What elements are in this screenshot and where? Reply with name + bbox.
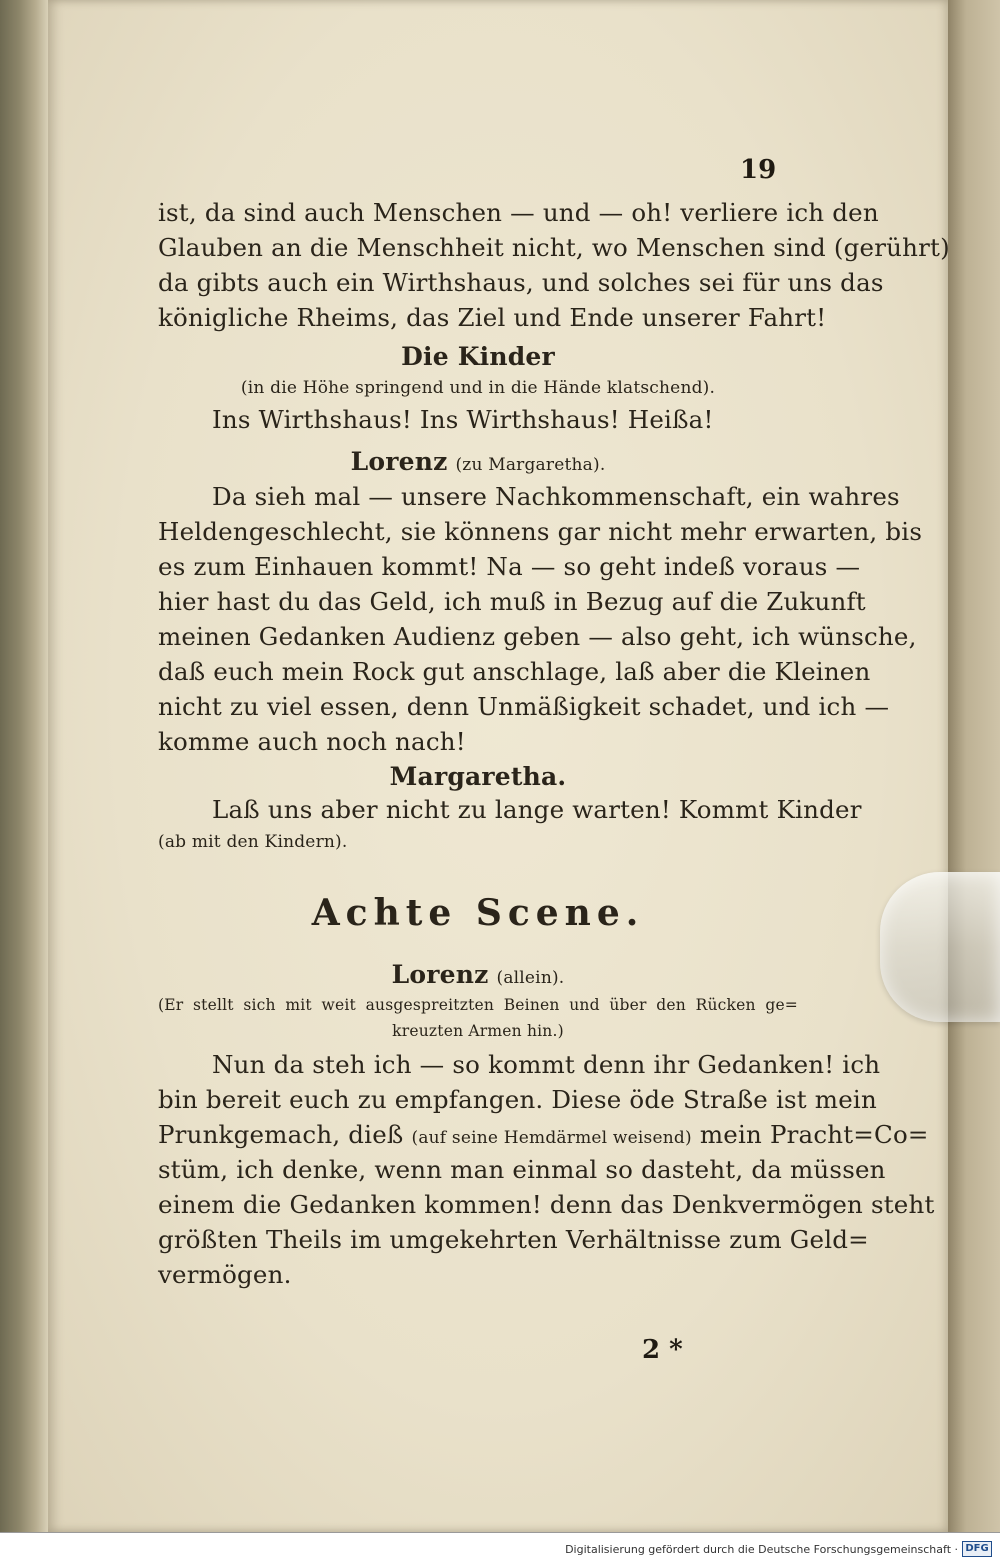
text-line: nicht zu viel essen, denn Unmäßigkeit schadet, und ich — [158,692,890,721]
scene-title: Achte Scene. [311,892,645,934]
speaker-name: Die Kinder [401,342,555,371]
stage-direction: kreuzten Armen hin.) [392,1022,564,1040]
text-line-content: Glauben an die Menschheit nicht, wo Menschen sind (gerührt) [158,233,950,262]
text-line: daß euch mein Rock gut anschlage, laß aber die Kleinen [158,657,871,686]
text-fragment: Prunkgemach, dieß [158,1120,404,1149]
text-line: bin bereit euch zu empfangen. Diese öde Straße ist mein [158,1085,877,1114]
text-line: Nun da steh ich — so kommt denn ihr Gedanken! ich [212,1050,881,1079]
speaker-name: Margaretha. [389,762,567,791]
text-line: stüm, ich denke, wenn man einmal so dasteht, da müssen [158,1155,886,1184]
text-line: da gibts auch ein Wirthshaus, und solches sei für uns das [158,268,884,297]
left-page-edge [0,0,48,1532]
dfg-logo: DFG [962,1541,992,1557]
text-line: komme auch noch nach! [158,727,466,756]
stage-direction: (allein). [496,968,565,988]
text-line: hier hast du das Geld, ich muß in Bezug auf die Zukunft [158,587,866,616]
speaker-name: Lorenz [391,960,489,989]
plastic-clip [880,872,1000,1022]
text-line: größten Theils im umgekehrten Verhältnisse zum Geld= [158,1225,869,1254]
speaker-line [158,447,798,476]
text-line: ist, da sind auch Menschen — und — oh! verliere ich den [158,198,879,227]
text-fragment: mein Pracht=Co= [699,1120,929,1149]
page-number: 19 [740,155,777,185]
stage-direction: (zu Margaretha). [455,455,606,475]
footer-credit: Digitalisierung gefördert durch die Deutsche Forschungsgemeinschaft · [565,1543,958,1556]
text-line: einem die Gedanken kommen! denn das Denkvermögen steht [158,1190,935,1219]
speaker-line [158,960,798,989]
text-line: Ins Wirthshaus! Ins Wirthshaus! Heißa! [212,405,714,434]
stage-direction: (in die Höhe springend und in die Hände klatschend). [240,378,716,398]
text-line [158,233,950,262]
right-page-edge [948,0,1000,1532]
text-line: Heldengeschlecht, sie könnens gar nicht mehr erwarten, bis [158,517,923,546]
stage-direction: (Er stellt sich mit weit ausgespreitzten Beinen und über den Rücken ge= [158,996,798,1014]
text-line: Da sieh mal — unsere Nachkommenschaft, ein wahres [212,482,900,511]
text-line: königliche Rheims, das Ziel und Ende unserer Fahrt! [158,303,827,332]
text-line: Laß uns aber nicht zu lange warten! Kommt Kinder [212,795,862,824]
text-line: es zum Einhauen kommt! Na — so geht indeß voraus — [158,552,861,581]
speaker-name: Lorenz [350,447,448,476]
stage-direction: (auf seine Hemdärmel weisend) [411,1128,692,1148]
text-line: meinen Gedanken Audienz geben — also geht, ich wünsche, [158,622,917,651]
stage-direction: (ab mit den Kindern). [158,832,348,852]
signature-mark: 2 * [642,1335,683,1365]
text-line: vermögen. [158,1260,292,1289]
text-line [158,1120,929,1149]
